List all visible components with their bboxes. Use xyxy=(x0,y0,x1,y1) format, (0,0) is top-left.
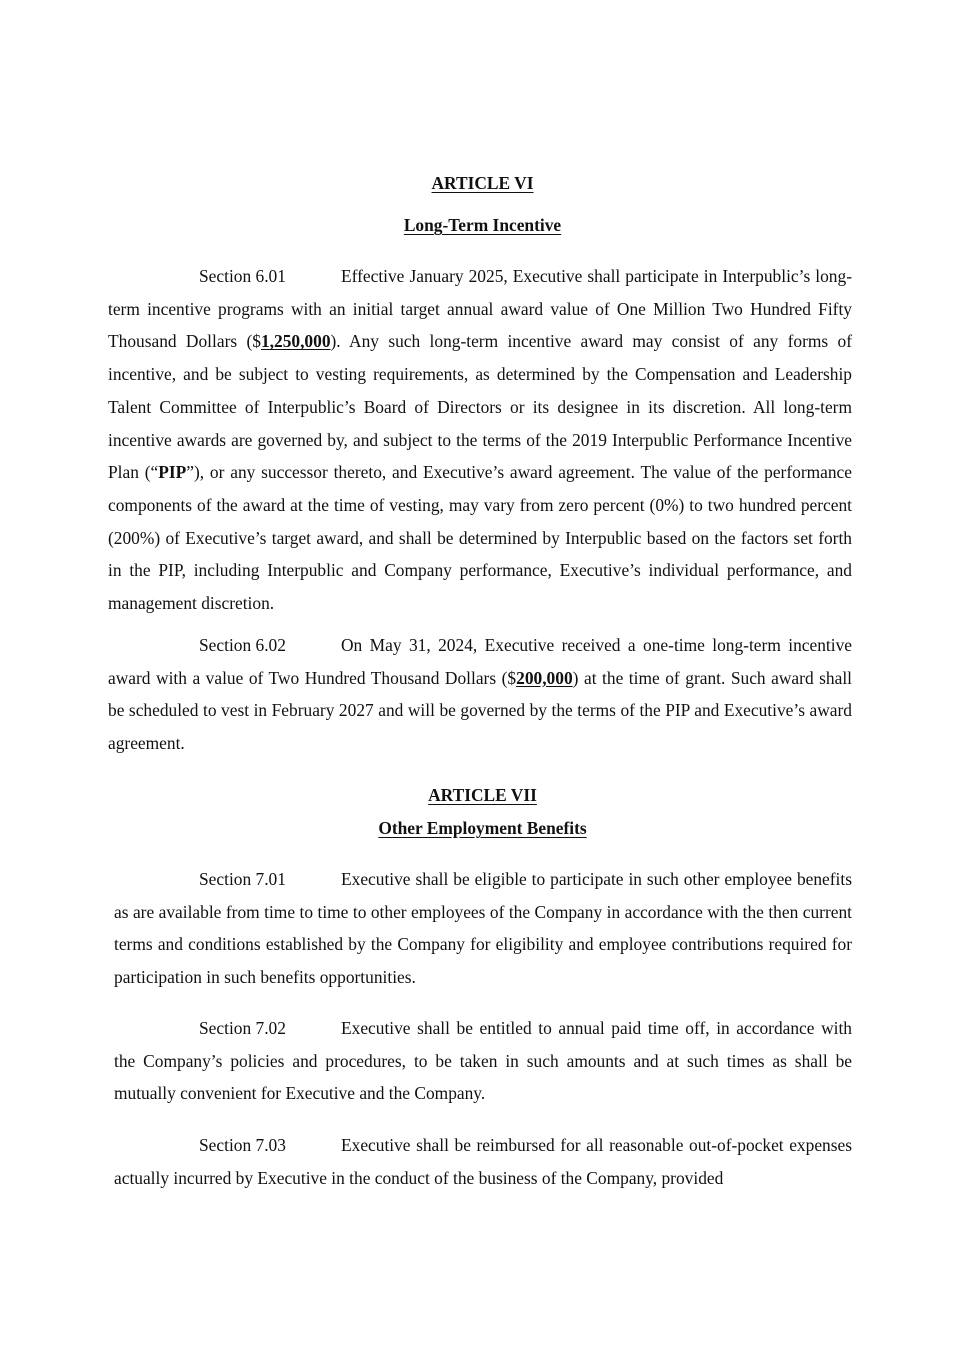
section-6-01-text-part3: ”), or any successor thereto, and Executive’s award agreement. The value of the performance components of the award at the time of vesting, may vary from zero percent (0%) to two hundred percent (200%) of Executive’s target award, and shall be determined by Interpublic based on the factors set forth in the PIP, including Interpublic and Company performance, Executive’s individual performance, and management discretion. xyxy=(108,462,852,614)
pip-defined-term: PIP xyxy=(158,462,187,483)
section-6-02-text-part2: ) at the time of grant. Such award shall be scheduled to vest in February 2027 and will be governed by the terms of the PIP and Executive’s award agreement. xyxy=(108,667,852,754)
section-7-03 xyxy=(114,1129,852,1194)
article-vi-title: ARTICLE VI xyxy=(431,173,534,193)
section-7-01-label: Section 7.01 xyxy=(199,869,286,889)
section-7-03-label: Section 7.03 xyxy=(199,1135,286,1155)
section-7-02-text: Executive shall be entitled to annual paid time off, in accordance with the Company’s policies and procedures, to be taken in such amounts and at such times as shall be mutually convenient for Executive and the Company. xyxy=(114,1018,852,1104)
section-6-02 xyxy=(108,629,852,760)
section-7-02-label: Section 7.02 xyxy=(199,1018,286,1038)
section-6-02-text-part1: On May 31, 2024, Executive received a one-time long-term incentive award with a value of Two Hundred Thousand Dollars ($ xyxy=(108,635,852,688)
section-7-02 xyxy=(114,1012,852,1110)
section-6-01-text-part1: Effective January 2025, Executive shall participate in Interpublic’s long-term incentive programs with an initial target annual award value of One Million Two Hundred Fifty Thousand Dollars ($ xyxy=(108,266,852,352)
section-7-03-text: Executive shall be reimbursed for all reasonable out-of-pocket expenses actually incurred by Executive in the conduct of the business of the Company, provided xyxy=(114,1135,852,1188)
section-6-02-amount: 200,000 xyxy=(516,667,573,688)
section-6-02-label: Section 6.02 xyxy=(199,635,286,655)
article-vi-subtitle: Long-Term Incentive xyxy=(403,215,562,235)
section-7-01 xyxy=(114,863,852,994)
article-vii-title: ARTICLE VII xyxy=(428,785,537,805)
section-6-01-text-part2: ). Any such long-term incentive award may consist of any forms of incentive, and be subject to vesting requirements, as determined by the Compensation and Leadership Talent Committee of Interpublic’s Board of Directors or its designee in its discretion. All long-term incentive awards are governed by, and subject to the terms of the 2019 Interpublic Performance Incentive Plan (“ xyxy=(108,331,852,483)
section-6-01-label: Section 6.01 xyxy=(199,266,286,286)
section-7-01-text: Executive shall be eligible to participate in such other employee benefits as are available from time to time to other employees of the Company in accordance with the then current terms and conditions established by the Company for eligibility and employee contributions required for participation in such benefits opportunities. xyxy=(114,869,852,988)
section-6-01-amount: 1,250,000 xyxy=(260,331,331,352)
section-6-01 xyxy=(108,260,852,620)
article-vii-subtitle: Other Employment Benefits xyxy=(378,818,587,838)
